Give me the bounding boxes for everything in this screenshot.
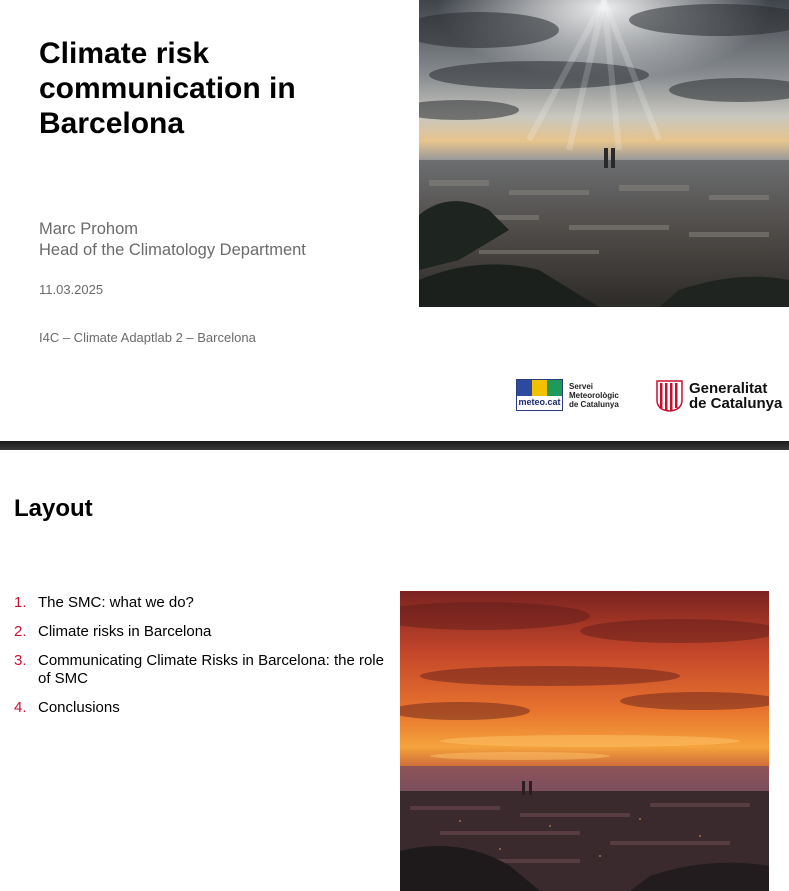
generalitat-name [689,381,782,411]
list-item-text: The SMC: what we do? [38,594,194,611]
list-item-number: 4. [14,699,27,716]
meteocat-name-line: Servei [569,382,594,391]
list-item [14,699,384,717]
title-line: Climate risk [39,37,210,70]
agenda-list [14,594,384,728]
title-line: communication in [39,72,296,105]
barcelona-skyline-photo [419,0,789,307]
meteocat-logo [516,379,626,411]
title-line: Barcelona [39,107,185,140]
title-slide [0,0,789,441]
list-item-number: 3. [14,652,27,669]
list-item-number: 1. [14,594,27,611]
list-item [14,652,384,688]
list-item [14,623,384,641]
list-item [14,594,384,612]
presentation-date: 11.03.2025 [39,282,104,297]
slide-divider [0,441,789,450]
author-block [39,219,306,261]
slide-title: Layout [14,495,93,522]
barcelona-sunset-photo [400,591,769,891]
generalitat-name-line: Generalitat [689,380,768,397]
meteocat-name-line: de Catalunya [569,400,619,409]
meteocat-name [569,382,619,409]
meteocat-emblem [516,379,563,411]
presentation-title [39,36,399,141]
author-name: Marc Prohom [39,220,139,238]
generalitat-name-line: de Catalunya [689,395,783,412]
author-role: Head of the Climatology Department [39,241,306,259]
meteocat-label: meteo.cat [518,397,561,407]
list-item-text: Conclusions [38,699,120,716]
list-item-text: Communicating Climate Risks in Barcelona: the role of SMC [38,652,384,687]
meteocat-name-line: Meteorològic [569,391,619,400]
layout-slide [0,450,789,891]
senyera-shield-icon [656,380,683,412]
event-name: I4C – Climate Adaptlab 2 – Barcelona [39,330,256,345]
list-item-number: 2. [14,623,27,640]
generalitat-logo [656,380,789,412]
list-item-text: Climate risks in Barcelona [38,623,212,640]
